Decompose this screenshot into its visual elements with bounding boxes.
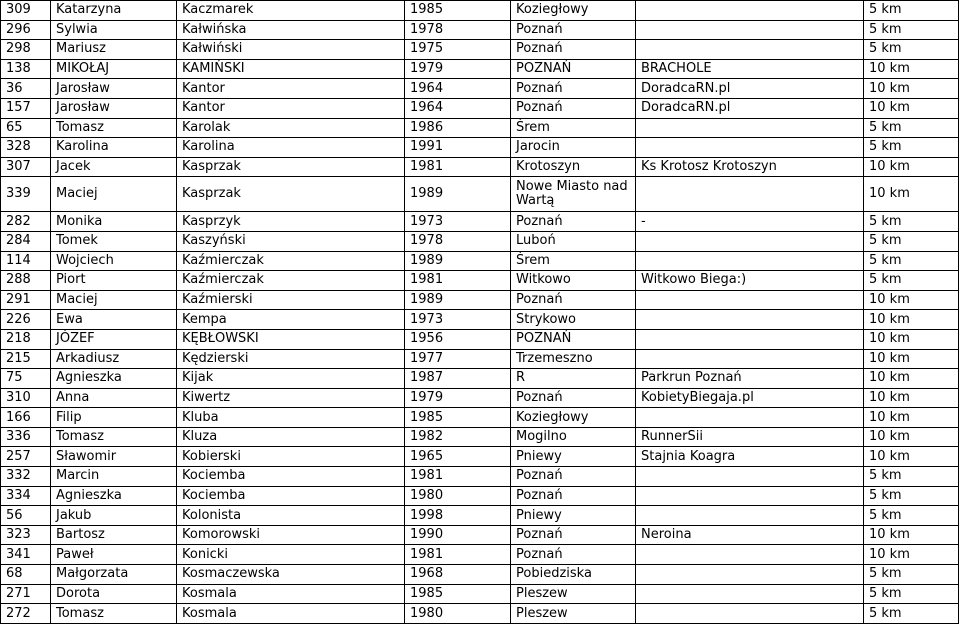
birth-year-cell: 1985 — [405, 584, 511, 604]
last-name-cell: Kałwiński — [177, 40, 405, 60]
first-name-cell: Anna — [51, 388, 177, 408]
club-cell — [636, 118, 864, 138]
bib-number-cell: 75 — [1, 369, 51, 389]
first-name-cell: Jarosław — [51, 79, 177, 99]
club-cell — [636, 584, 864, 604]
bib-number-cell: 56 — [1, 506, 51, 526]
first-name-cell: Jakub — [51, 506, 177, 526]
first-name-cell: Filip — [51, 408, 177, 428]
city-cell: Koziegłowy — [511, 408, 636, 428]
bib-number-cell: 36 — [1, 79, 51, 99]
birth-year-cell: 1991 — [405, 138, 511, 158]
birth-year-cell: 1989 — [405, 290, 511, 310]
club-cell: KobietyBiegaja.pl — [636, 388, 864, 408]
distance-cell: 5 km — [864, 604, 959, 624]
city-cell: Nowe Miasto nad Wartą — [511, 177, 636, 212]
bib-number-cell: 296 — [1, 20, 51, 40]
distance-cell: 5 km — [864, 231, 959, 251]
bib-number-cell: 339 — [1, 177, 51, 212]
city-cell: Poznań — [511, 40, 636, 60]
bib-number-cell: 336 — [1, 427, 51, 447]
table-row — [1, 20, 959, 40]
club-cell: Witkowo Biega:) — [636, 271, 864, 291]
bib-number-cell: 68 — [1, 565, 51, 585]
club-cell — [636, 20, 864, 40]
city-cell: Pobiedziska — [511, 565, 636, 585]
table-row — [1, 138, 959, 158]
bib-number-cell: 157 — [1, 98, 51, 118]
birth-year-cell: 1964 — [405, 98, 511, 118]
birth-year-cell: 1981 — [405, 545, 511, 565]
table-row — [1, 545, 959, 565]
bib-number-cell: 114 — [1, 251, 51, 271]
distance-cell: 10 km — [864, 349, 959, 369]
birth-year-cell: 1981 — [405, 271, 511, 291]
last-name-cell: Kociemba — [177, 467, 405, 487]
bib-number-cell: 332 — [1, 467, 51, 487]
table-row — [1, 79, 959, 99]
last-name-cell: Kaszyński — [177, 231, 405, 251]
city-cell: Śrem — [511, 118, 636, 138]
city-cell: Trzemeszno — [511, 349, 636, 369]
table-row — [1, 157, 959, 177]
city-cell: POZNAŃ — [511, 59, 636, 79]
city-cell: Mogilno — [511, 427, 636, 447]
last-name-cell: Kasprzak — [177, 177, 405, 212]
city-cell: POZNAŃ — [511, 329, 636, 349]
first-name-cell: Maciej — [51, 290, 177, 310]
bib-number-cell: 282 — [1, 212, 51, 232]
distance-cell: 10 km — [864, 329, 959, 349]
table-row — [1, 584, 959, 604]
last-name-cell: Kantor — [177, 98, 405, 118]
table-row — [1, 251, 959, 271]
distance-cell: 5 km — [864, 118, 959, 138]
club-cell — [636, 565, 864, 585]
last-name-cell: Kosmaczewska — [177, 565, 405, 585]
club-cell — [636, 251, 864, 271]
table-row — [1, 310, 959, 330]
birth-year-cell: 1973 — [405, 212, 511, 232]
first-name-cell: MIKOŁAJ — [51, 59, 177, 79]
first-name-cell: Mariusz — [51, 40, 177, 60]
table-row — [1, 408, 959, 428]
last-name-cell: Kobierski — [177, 447, 405, 467]
city-cell: Poznań — [511, 525, 636, 545]
bib-number-cell: 291 — [1, 290, 51, 310]
birth-year-cell: 1987 — [405, 369, 511, 389]
last-name-cell: Karolina — [177, 138, 405, 158]
table-row — [1, 565, 959, 585]
club-cell: Ks Krotosz Krotoszyn — [636, 157, 864, 177]
first-name-cell: Ewa — [51, 310, 177, 330]
last-name-cell: Kosmala — [177, 584, 405, 604]
birth-year-cell: 1989 — [405, 251, 511, 271]
club-cell — [636, 40, 864, 60]
last-name-cell: Kempa — [177, 310, 405, 330]
table-row — [1, 290, 959, 310]
club-cell: Neroina — [636, 525, 864, 545]
club-cell: DoradcaRN.pl — [636, 79, 864, 99]
birth-year-cell: 1998 — [405, 506, 511, 526]
first-name-cell: Maciej — [51, 177, 177, 212]
last-name-cell: KAMIŃSKI — [177, 59, 405, 79]
bib-number-cell: 65 — [1, 118, 51, 138]
birth-year-cell: 1982 — [405, 427, 511, 447]
last-name-cell: Kolonista — [177, 506, 405, 526]
city-cell: Poznań — [511, 20, 636, 40]
distance-cell: 10 km — [864, 427, 959, 447]
bib-number-cell: 138 — [1, 59, 51, 79]
table-row — [1, 40, 959, 60]
last-name-cell: Kantor — [177, 79, 405, 99]
birth-year-cell: 1956 — [405, 329, 511, 349]
last-name-cell: Kaźmierczak — [177, 271, 405, 291]
bib-number-cell: 323 — [1, 525, 51, 545]
last-name-cell: Kaczmarek — [177, 1, 405, 21]
club-cell — [636, 506, 864, 526]
last-name-cell: Kasprzak — [177, 157, 405, 177]
first-name-cell: Dorota — [51, 584, 177, 604]
distance-cell: 5 km — [864, 486, 959, 506]
first-name-cell: Jarosław — [51, 98, 177, 118]
table-row — [1, 271, 959, 291]
last-name-cell: Kosmala — [177, 604, 405, 624]
table-row — [1, 349, 959, 369]
city-cell: Luboń — [511, 231, 636, 251]
table-row — [1, 118, 959, 138]
first-name-cell: Tomasz — [51, 427, 177, 447]
distance-cell: 10 km — [864, 545, 959, 565]
bib-number-cell: 271 — [1, 584, 51, 604]
bib-number-cell: 298 — [1, 40, 51, 60]
last-name-cell: Kaźmierski — [177, 290, 405, 310]
first-name-cell: Marcin — [51, 467, 177, 487]
distance-cell: 5 km — [864, 584, 959, 604]
table-row — [1, 177, 959, 212]
bib-number-cell: 284 — [1, 231, 51, 251]
first-name-cell: Piort — [51, 271, 177, 291]
bib-number-cell: 341 — [1, 545, 51, 565]
last-name-cell: Kiwertz — [177, 388, 405, 408]
city-cell: Pniewy — [511, 506, 636, 526]
bib-number-cell: 334 — [1, 486, 51, 506]
bib-number-cell: 257 — [1, 447, 51, 467]
distance-cell: 10 km — [864, 408, 959, 428]
club-cell — [636, 138, 864, 158]
table-row — [1, 525, 959, 545]
city-cell: Śrem — [511, 251, 636, 271]
club-cell — [636, 329, 864, 349]
birth-year-cell: 1977 — [405, 349, 511, 369]
last-name-cell: Kijak — [177, 369, 405, 389]
table-row — [1, 604, 959, 624]
bib-number-cell: 218 — [1, 329, 51, 349]
city-cell: Poznań — [511, 486, 636, 506]
last-name-cell: Kędzierski — [177, 349, 405, 369]
city-cell: Poznań — [511, 467, 636, 487]
first-name-cell: Katarzyna — [51, 1, 177, 21]
table-row — [1, 1, 959, 21]
table-row — [1, 59, 959, 79]
city-cell: Pleszew — [511, 604, 636, 624]
table-body — [1, 1, 959, 624]
distance-cell: 10 km — [864, 369, 959, 389]
last-name-cell: Kaźmierczak — [177, 251, 405, 271]
table-row — [1, 369, 959, 389]
distance-cell: 10 km — [864, 157, 959, 177]
table-row — [1, 467, 959, 487]
distance-cell: 10 km — [864, 177, 959, 212]
distance-cell: 5 km — [864, 20, 959, 40]
distance-cell: 5 km — [864, 138, 959, 158]
city-cell: Pniewy — [511, 447, 636, 467]
distance-cell: 10 km — [864, 290, 959, 310]
birth-year-cell: 1964 — [405, 79, 511, 99]
city-cell: R — [511, 369, 636, 389]
distance-cell: 5 km — [864, 271, 959, 291]
distance-cell: 5 km — [864, 565, 959, 585]
first-name-cell: JÓZEF — [51, 329, 177, 349]
distance-cell: 5 km — [864, 1, 959, 21]
birth-year-cell: 1978 — [405, 231, 511, 251]
table-row — [1, 486, 959, 506]
last-name-cell: Kałwińska — [177, 20, 405, 40]
club-cell — [636, 349, 864, 369]
city-cell: Poznań — [511, 79, 636, 99]
club-cell — [636, 604, 864, 624]
club-cell — [636, 467, 864, 487]
bib-number-cell: 226 — [1, 310, 51, 330]
birth-year-cell: 1981 — [405, 157, 511, 177]
distance-cell: 5 km — [864, 251, 959, 271]
city-cell: Koziegłowy — [511, 1, 636, 21]
first-name-cell: Bartosz — [51, 525, 177, 545]
last-name-cell: Karolak — [177, 118, 405, 138]
birth-year-cell: 1981 — [405, 467, 511, 487]
table-row — [1, 329, 959, 349]
bib-number-cell: 215 — [1, 349, 51, 369]
birth-year-cell: 1985 — [405, 408, 511, 428]
distance-cell: 10 km — [864, 79, 959, 99]
birth-year-cell: 1979 — [405, 388, 511, 408]
city-cell: Poznań — [511, 545, 636, 565]
city-cell: Poznań — [511, 290, 636, 310]
distance-cell: 5 km — [864, 212, 959, 232]
table-row — [1, 388, 959, 408]
city-cell: Pleszew — [511, 584, 636, 604]
club-cell — [636, 408, 864, 428]
distance-cell: 10 km — [864, 388, 959, 408]
city-cell: Krotoszyn — [511, 157, 636, 177]
bib-number-cell: 328 — [1, 138, 51, 158]
birth-year-cell: 1986 — [405, 118, 511, 138]
last-name-cell: Kluza — [177, 427, 405, 447]
first-name-cell: Tomasz — [51, 118, 177, 138]
birth-year-cell: 1978 — [405, 20, 511, 40]
club-cell — [636, 177, 864, 212]
first-name-cell: Sławomir — [51, 447, 177, 467]
club-cell: Stajnia Koagra — [636, 447, 864, 467]
last-name-cell: Konicki — [177, 545, 405, 565]
distance-cell: 10 km — [864, 59, 959, 79]
first-name-cell: Tomasz — [51, 604, 177, 624]
table-row — [1, 427, 959, 447]
birth-year-cell: 1968 — [405, 565, 511, 585]
last-name-cell: KĘBŁOWSKI — [177, 329, 405, 349]
birth-year-cell: 1975 — [405, 40, 511, 60]
first-name-cell: Karolina — [51, 138, 177, 158]
club-cell — [636, 486, 864, 506]
first-name-cell: Tomek — [51, 231, 177, 251]
city-cell: Strykowo — [511, 310, 636, 330]
first-name-cell: Sylwia — [51, 20, 177, 40]
birth-year-cell: 1965 — [405, 447, 511, 467]
club-cell: DoradcaRN.pl — [636, 98, 864, 118]
bib-number-cell: 307 — [1, 157, 51, 177]
last-name-cell: Kluba — [177, 408, 405, 428]
birth-year-cell: 1980 — [405, 486, 511, 506]
first-name-cell: Paweł — [51, 545, 177, 565]
first-name-cell: Agnieszka — [51, 369, 177, 389]
distance-cell: 5 km — [864, 506, 959, 526]
city-cell: Witkowo — [511, 271, 636, 291]
bib-number-cell: 272 — [1, 604, 51, 624]
distance-cell: 10 km — [864, 525, 959, 545]
bib-number-cell: 309 — [1, 1, 51, 21]
city-cell: Poznań — [511, 388, 636, 408]
first-name-cell: Arkadiusz — [51, 349, 177, 369]
birth-year-cell: 1979 — [405, 59, 511, 79]
distance-cell: 10 km — [864, 447, 959, 467]
first-name-cell: Jacek — [51, 157, 177, 177]
bib-number-cell: 288 — [1, 271, 51, 291]
club-cell — [636, 231, 864, 251]
birth-year-cell: 1985 — [405, 1, 511, 21]
last-name-cell: Kociemba — [177, 486, 405, 506]
club-cell: - — [636, 212, 864, 232]
club-cell — [636, 310, 864, 330]
club-cell — [636, 545, 864, 565]
distance-cell: 10 km — [864, 98, 959, 118]
club-cell — [636, 290, 864, 310]
city-cell: Poznań — [511, 98, 636, 118]
distance-cell: 5 km — [864, 467, 959, 487]
first-name-cell: Monika — [51, 212, 177, 232]
first-name-cell: Małgorzata — [51, 565, 177, 585]
birth-year-cell: 1980 — [405, 604, 511, 624]
club-cell: Parkrun Poznań — [636, 369, 864, 389]
table-row — [1, 212, 959, 232]
bib-number-cell: 310 — [1, 388, 51, 408]
table-row — [1, 447, 959, 467]
first-name-cell: Wojciech — [51, 251, 177, 271]
city-cell: Jarocin — [511, 138, 636, 158]
bib-number-cell: 166 — [1, 408, 51, 428]
birth-year-cell: 1990 — [405, 525, 511, 545]
club-cell: BRACHOLE — [636, 59, 864, 79]
city-cell: Poznań — [511, 212, 636, 232]
table-row — [1, 98, 959, 118]
last-name-cell: Kasprzyk — [177, 212, 405, 232]
table-row — [1, 506, 959, 526]
distance-cell: 5 km — [864, 40, 959, 60]
club-cell: RunnerSii — [636, 427, 864, 447]
table-row — [1, 231, 959, 251]
birth-year-cell: 1973 — [405, 310, 511, 330]
last-name-cell: Komorowski — [177, 525, 405, 545]
club-cell — [636, 1, 864, 21]
birth-year-cell: 1989 — [405, 177, 511, 212]
distance-cell: 10 km — [864, 310, 959, 330]
first-name-cell: Agnieszka — [51, 486, 177, 506]
